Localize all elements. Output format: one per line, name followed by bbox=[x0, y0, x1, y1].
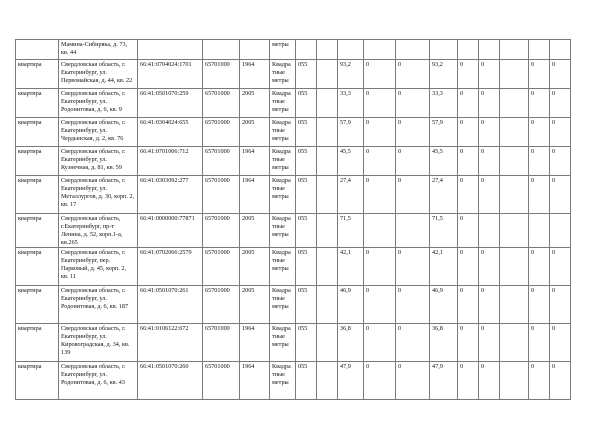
property-table bbox=[15, 39, 571, 400]
cell-v6 bbox=[550, 40, 571, 60]
cell-oktmo: 65701000 bbox=[203, 248, 240, 286]
cell-empty2 bbox=[500, 118, 529, 147]
cell-year: 1964 bbox=[240, 147, 270, 176]
cell-empty2 bbox=[500, 60, 529, 89]
table-row bbox=[16, 60, 571, 89]
cell-v6: 0 bbox=[550, 60, 571, 89]
cell-oktmo: 65701000 bbox=[203, 176, 240, 214]
cell-code: 055 bbox=[296, 176, 317, 214]
cell-year: 1964 bbox=[240, 362, 270, 400]
cell-empty2 bbox=[500, 324, 529, 362]
cell-area2 bbox=[430, 40, 458, 60]
table-row bbox=[16, 248, 571, 286]
cell-oktmo: 65701000 bbox=[203, 214, 240, 248]
cell-unit: Квадратные метры bbox=[270, 147, 296, 176]
cell-address: Свердловская область, г. Екатеринбург, ул. Кузнечная, д. 81, кв. 59 bbox=[59, 147, 138, 176]
cell-v2 bbox=[396, 40, 430, 60]
cell-v4 bbox=[479, 214, 500, 248]
cell-v1: 0 bbox=[364, 147, 396, 176]
cell-code: 055 bbox=[296, 286, 317, 324]
cell-oktmo: 65701000 bbox=[203, 118, 240, 147]
cell-v5 bbox=[529, 214, 550, 248]
cell-v6: 0 bbox=[550, 118, 571, 147]
cell-area2: 93,2 bbox=[430, 60, 458, 89]
cell-area2: 33,3 bbox=[430, 89, 458, 118]
cell-v4: 0 bbox=[479, 362, 500, 400]
cell-year: 1964 bbox=[240, 324, 270, 362]
cell-v4 bbox=[479, 40, 500, 60]
cell-v4: 0 bbox=[479, 60, 500, 89]
cell-cadastral: 66:41:0704024:1701 bbox=[138, 60, 203, 89]
cell-v1: 0 bbox=[364, 60, 396, 89]
cell-v2: 0 bbox=[396, 248, 430, 286]
cell-area bbox=[338, 40, 364, 60]
table-row bbox=[16, 324, 571, 362]
cell-v2: 0 bbox=[396, 118, 430, 147]
cell-v4: 0 bbox=[479, 147, 500, 176]
cell-v3: 0 bbox=[458, 324, 479, 362]
cell-v5: 0 bbox=[529, 286, 550, 324]
cell-v5: 0 bbox=[529, 248, 550, 286]
cell-v2: 0 bbox=[396, 60, 430, 89]
cell-address: Свердловская область, г. Екатеринбург, ул. Родонитовая, д. 6, кв. 187 bbox=[59, 286, 138, 324]
cell-code: 055 bbox=[296, 89, 317, 118]
cell-unit: Квадратные метры bbox=[270, 118, 296, 147]
cell-empty2 bbox=[500, 214, 529, 248]
cell-cadastral: 66:41:0000000:77871 bbox=[138, 214, 203, 248]
cell-year: 1964 bbox=[240, 60, 270, 89]
cell-oktmo: 65701000 bbox=[203, 60, 240, 89]
cell-unit: Квадратные метры bbox=[270, 362, 296, 400]
cell-empty bbox=[317, 147, 338, 176]
cell-empty bbox=[317, 176, 338, 214]
cell-oktmo: 65701000 bbox=[203, 147, 240, 176]
cell-v1 bbox=[364, 214, 396, 248]
cell-year bbox=[240, 40, 270, 60]
cell-code bbox=[296, 40, 317, 60]
cell-area2: 27,4 bbox=[430, 176, 458, 214]
cell-unit: Квадратные метры bbox=[270, 286, 296, 324]
cell-v2: 0 bbox=[396, 147, 430, 176]
cell-v5: 0 bbox=[529, 89, 550, 118]
cell-v6: 0 bbox=[550, 286, 571, 324]
cell-area: 33,3 bbox=[338, 89, 364, 118]
cell-oktmo: 65701000 bbox=[203, 286, 240, 324]
table-row bbox=[16, 214, 571, 248]
cell-v4: 0 bbox=[479, 286, 500, 324]
table-row-partial bbox=[16, 40, 571, 60]
cell-v2: 0 bbox=[396, 176, 430, 214]
cell-v4: 0 bbox=[479, 248, 500, 286]
cell-v1 bbox=[364, 40, 396, 60]
cell-area: 57,9 bbox=[338, 118, 364, 147]
table-body bbox=[16, 40, 571, 400]
table-row bbox=[16, 147, 571, 176]
cell-v4: 0 bbox=[479, 118, 500, 147]
cell-code: 055 bbox=[296, 324, 317, 362]
cell-cadastral: 66:41:0702066:2579 bbox=[138, 248, 203, 286]
table-row bbox=[16, 89, 571, 118]
cell-cadastral: 66:41:0501070:261 bbox=[138, 286, 203, 324]
cell-empty bbox=[317, 214, 338, 248]
cell-unit: Квадратные метры bbox=[270, 176, 296, 214]
cell-unit: Квадратные метры bbox=[270, 324, 296, 362]
cell-oktmo: 65701000 bbox=[203, 324, 240, 362]
cell-code: 055 bbox=[296, 362, 317, 400]
cell-address: Свердловская область, г. Екатеринбург, ул. Чердынская, д. 2, кв. 76 bbox=[59, 118, 138, 147]
cell-empty2 bbox=[500, 362, 529, 400]
cell-v5: 0 bbox=[529, 176, 550, 214]
cell-v6: 0 bbox=[550, 324, 571, 362]
cell-v5: 0 bbox=[529, 147, 550, 176]
cell-unit: Квадратные метры bbox=[270, 60, 296, 89]
cell-year: 2005 bbox=[240, 286, 270, 324]
cell-type: квартира bbox=[16, 286, 59, 324]
cell-area: 45,5 bbox=[338, 147, 364, 176]
cell-address: Свердловская область, г. Екатеринбург, ул. Металлургов, д. 30, корп. 2, кв. 17 bbox=[59, 176, 138, 214]
cell-area2: 46,9 bbox=[430, 286, 458, 324]
cell-unit: метры bbox=[270, 40, 296, 60]
cell-empty bbox=[317, 40, 338, 60]
cell-type bbox=[16, 40, 59, 60]
cell-empty bbox=[317, 60, 338, 89]
cell-empty2 bbox=[500, 40, 529, 60]
cell-empty bbox=[317, 324, 338, 362]
cell-year: 1964 bbox=[240, 176, 270, 214]
cell-oktmo: 65701000 bbox=[203, 362, 240, 400]
cell-empty bbox=[317, 89, 338, 118]
cell-v5: 0 bbox=[529, 118, 550, 147]
table-row bbox=[16, 286, 571, 324]
cell-area: 93,2 bbox=[338, 60, 364, 89]
cell-v3: 0 bbox=[458, 118, 479, 147]
cell-v1: 0 bbox=[364, 324, 396, 362]
cell-v3: 0 bbox=[458, 89, 479, 118]
cell-area2: 47,9 bbox=[430, 362, 458, 400]
cell-v6 bbox=[550, 214, 571, 248]
cell-address: Свердловская область, г.Екатеринбург, пр-т Ленина, д. 52, корп.1-а, кв.265 bbox=[59, 214, 138, 248]
cell-v5 bbox=[529, 40, 550, 60]
cell-v6: 0 bbox=[550, 176, 571, 214]
cell-v5: 0 bbox=[529, 324, 550, 362]
cell-cadastral: 66:41:0304024:655 bbox=[138, 118, 203, 147]
cell-oktmo: 65701000 bbox=[203, 89, 240, 118]
cell-v6: 0 bbox=[550, 89, 571, 118]
cell-v1: 0 bbox=[364, 362, 396, 400]
cell-address: Свердловская область, г. Екатеринбург, пер. Парковый, д. 45, корп. 2, кв. 11 bbox=[59, 248, 138, 286]
cell-v3: 0 bbox=[458, 147, 479, 176]
cell-type: квартира bbox=[16, 248, 59, 286]
table-row bbox=[16, 176, 571, 214]
cell-year: 2005 bbox=[240, 248, 270, 286]
cell-cadastral: 66:41:0501070:260 bbox=[138, 362, 203, 400]
cell-type: квартира bbox=[16, 214, 59, 248]
cell-address: Свердловская область, г. Екатеринбург, ул. Родонитовая, д. 6, кв. 43 bbox=[59, 362, 138, 400]
cell-address: Мамина-Сибиряка, д. 73, кв. 44 bbox=[59, 40, 138, 60]
cell-type: квартира bbox=[16, 324, 59, 362]
cell-v5: 0 bbox=[529, 60, 550, 89]
cell-v3: 0 bbox=[458, 248, 479, 286]
cell-address: Свердловская область, г. Екатеринбург, ул. Первомайская, д. 44, кв. 22 bbox=[59, 60, 138, 89]
cell-v1: 0 bbox=[364, 248, 396, 286]
cell-area: 42,1 bbox=[338, 248, 364, 286]
cell-type: квартира bbox=[16, 362, 59, 400]
cell-v1: 0 bbox=[364, 89, 396, 118]
cell-v3: 0 bbox=[458, 362, 479, 400]
cell-code: 055 bbox=[296, 248, 317, 286]
table-row bbox=[16, 362, 571, 400]
cell-empty2 bbox=[500, 248, 529, 286]
cell-area: 71,5 bbox=[338, 214, 364, 248]
cell-v4: 0 bbox=[479, 89, 500, 118]
cell-v2 bbox=[396, 214, 430, 248]
cell-area2: 57,9 bbox=[430, 118, 458, 147]
cell-code: 055 bbox=[296, 118, 317, 147]
cell-year: 2005 bbox=[240, 118, 270, 147]
cell-unit: Квадратные метры bbox=[270, 214, 296, 248]
cell-year: 2005 bbox=[240, 214, 270, 248]
cell-code: 055 bbox=[296, 214, 317, 248]
cell-v6: 0 bbox=[550, 362, 571, 400]
cell-v1: 0 bbox=[364, 286, 396, 324]
cell-v2: 0 bbox=[396, 89, 430, 118]
cell-area2: 45,5 bbox=[430, 147, 458, 176]
cell-v6: 0 bbox=[550, 248, 571, 286]
cell-empty2 bbox=[500, 89, 529, 118]
cell-type: квартира bbox=[16, 118, 59, 147]
cell-v3: 0 bbox=[458, 286, 479, 324]
cell-empty2 bbox=[500, 286, 529, 324]
table-row bbox=[16, 118, 571, 147]
cell-v3: 0 bbox=[458, 60, 479, 89]
cell-v4: 0 bbox=[479, 176, 500, 214]
cell-v2: 0 bbox=[396, 362, 430, 400]
cell-address: Свердловская область, г. Екатеринбург, ул. Кировоградская, д. 34, кв. 139 bbox=[59, 324, 138, 362]
cell-v4: 0 bbox=[479, 324, 500, 362]
cell-type: квартира bbox=[16, 147, 59, 176]
cell-cadastral: 66:41:0106122:672 bbox=[138, 324, 203, 362]
cell-v2: 0 bbox=[396, 286, 430, 324]
cell-area2: 42,1 bbox=[430, 248, 458, 286]
cell-cadastral: 66:41:0303092:277 bbox=[138, 176, 203, 214]
cell-empty bbox=[317, 286, 338, 324]
cell-cadastral bbox=[138, 40, 203, 60]
cell-v3: 0 bbox=[458, 214, 479, 248]
cell-empty bbox=[317, 248, 338, 286]
cell-v5: 0 bbox=[529, 362, 550, 400]
cell-empty2 bbox=[500, 147, 529, 176]
cell-unit: Квадратные метры bbox=[270, 89, 296, 118]
cell-v1: 0 bbox=[364, 118, 396, 147]
cell-type: квартира bbox=[16, 176, 59, 214]
cell-cadastral: 66:41:0701006:712 bbox=[138, 147, 203, 176]
cell-address: Свердловская область, г. Екатеринбург, ул. Родонитовая, д. 6, кв. 9 bbox=[59, 89, 138, 118]
cell-type: квартира bbox=[16, 89, 59, 118]
cell-area2: 71,5 bbox=[430, 214, 458, 248]
cell-area: 27,4 bbox=[338, 176, 364, 214]
cell-v3: 0 bbox=[458, 176, 479, 214]
cell-area: 36,8 bbox=[338, 324, 364, 362]
cell-empty bbox=[317, 362, 338, 400]
cell-v6: 0 bbox=[550, 147, 571, 176]
cell-type: квартира bbox=[16, 60, 59, 89]
cell-area2: 36,8 bbox=[430, 324, 458, 362]
cell-v1: 0 bbox=[364, 176, 396, 214]
cell-oktmo bbox=[203, 40, 240, 60]
cell-cadastral: 66:41:0501070:259 bbox=[138, 89, 203, 118]
cell-area: 47,9 bbox=[338, 362, 364, 400]
cell-code: 055 bbox=[296, 60, 317, 89]
cell-year: 2005 bbox=[240, 89, 270, 118]
cell-empty2 bbox=[500, 176, 529, 214]
cell-v2: 0 bbox=[396, 324, 430, 362]
cell-empty bbox=[317, 118, 338, 147]
cell-v3 bbox=[458, 40, 479, 60]
cell-unit: Квадратные метры bbox=[270, 248, 296, 286]
cell-area: 46,9 bbox=[338, 286, 364, 324]
cell-code: 055 bbox=[296, 147, 317, 176]
